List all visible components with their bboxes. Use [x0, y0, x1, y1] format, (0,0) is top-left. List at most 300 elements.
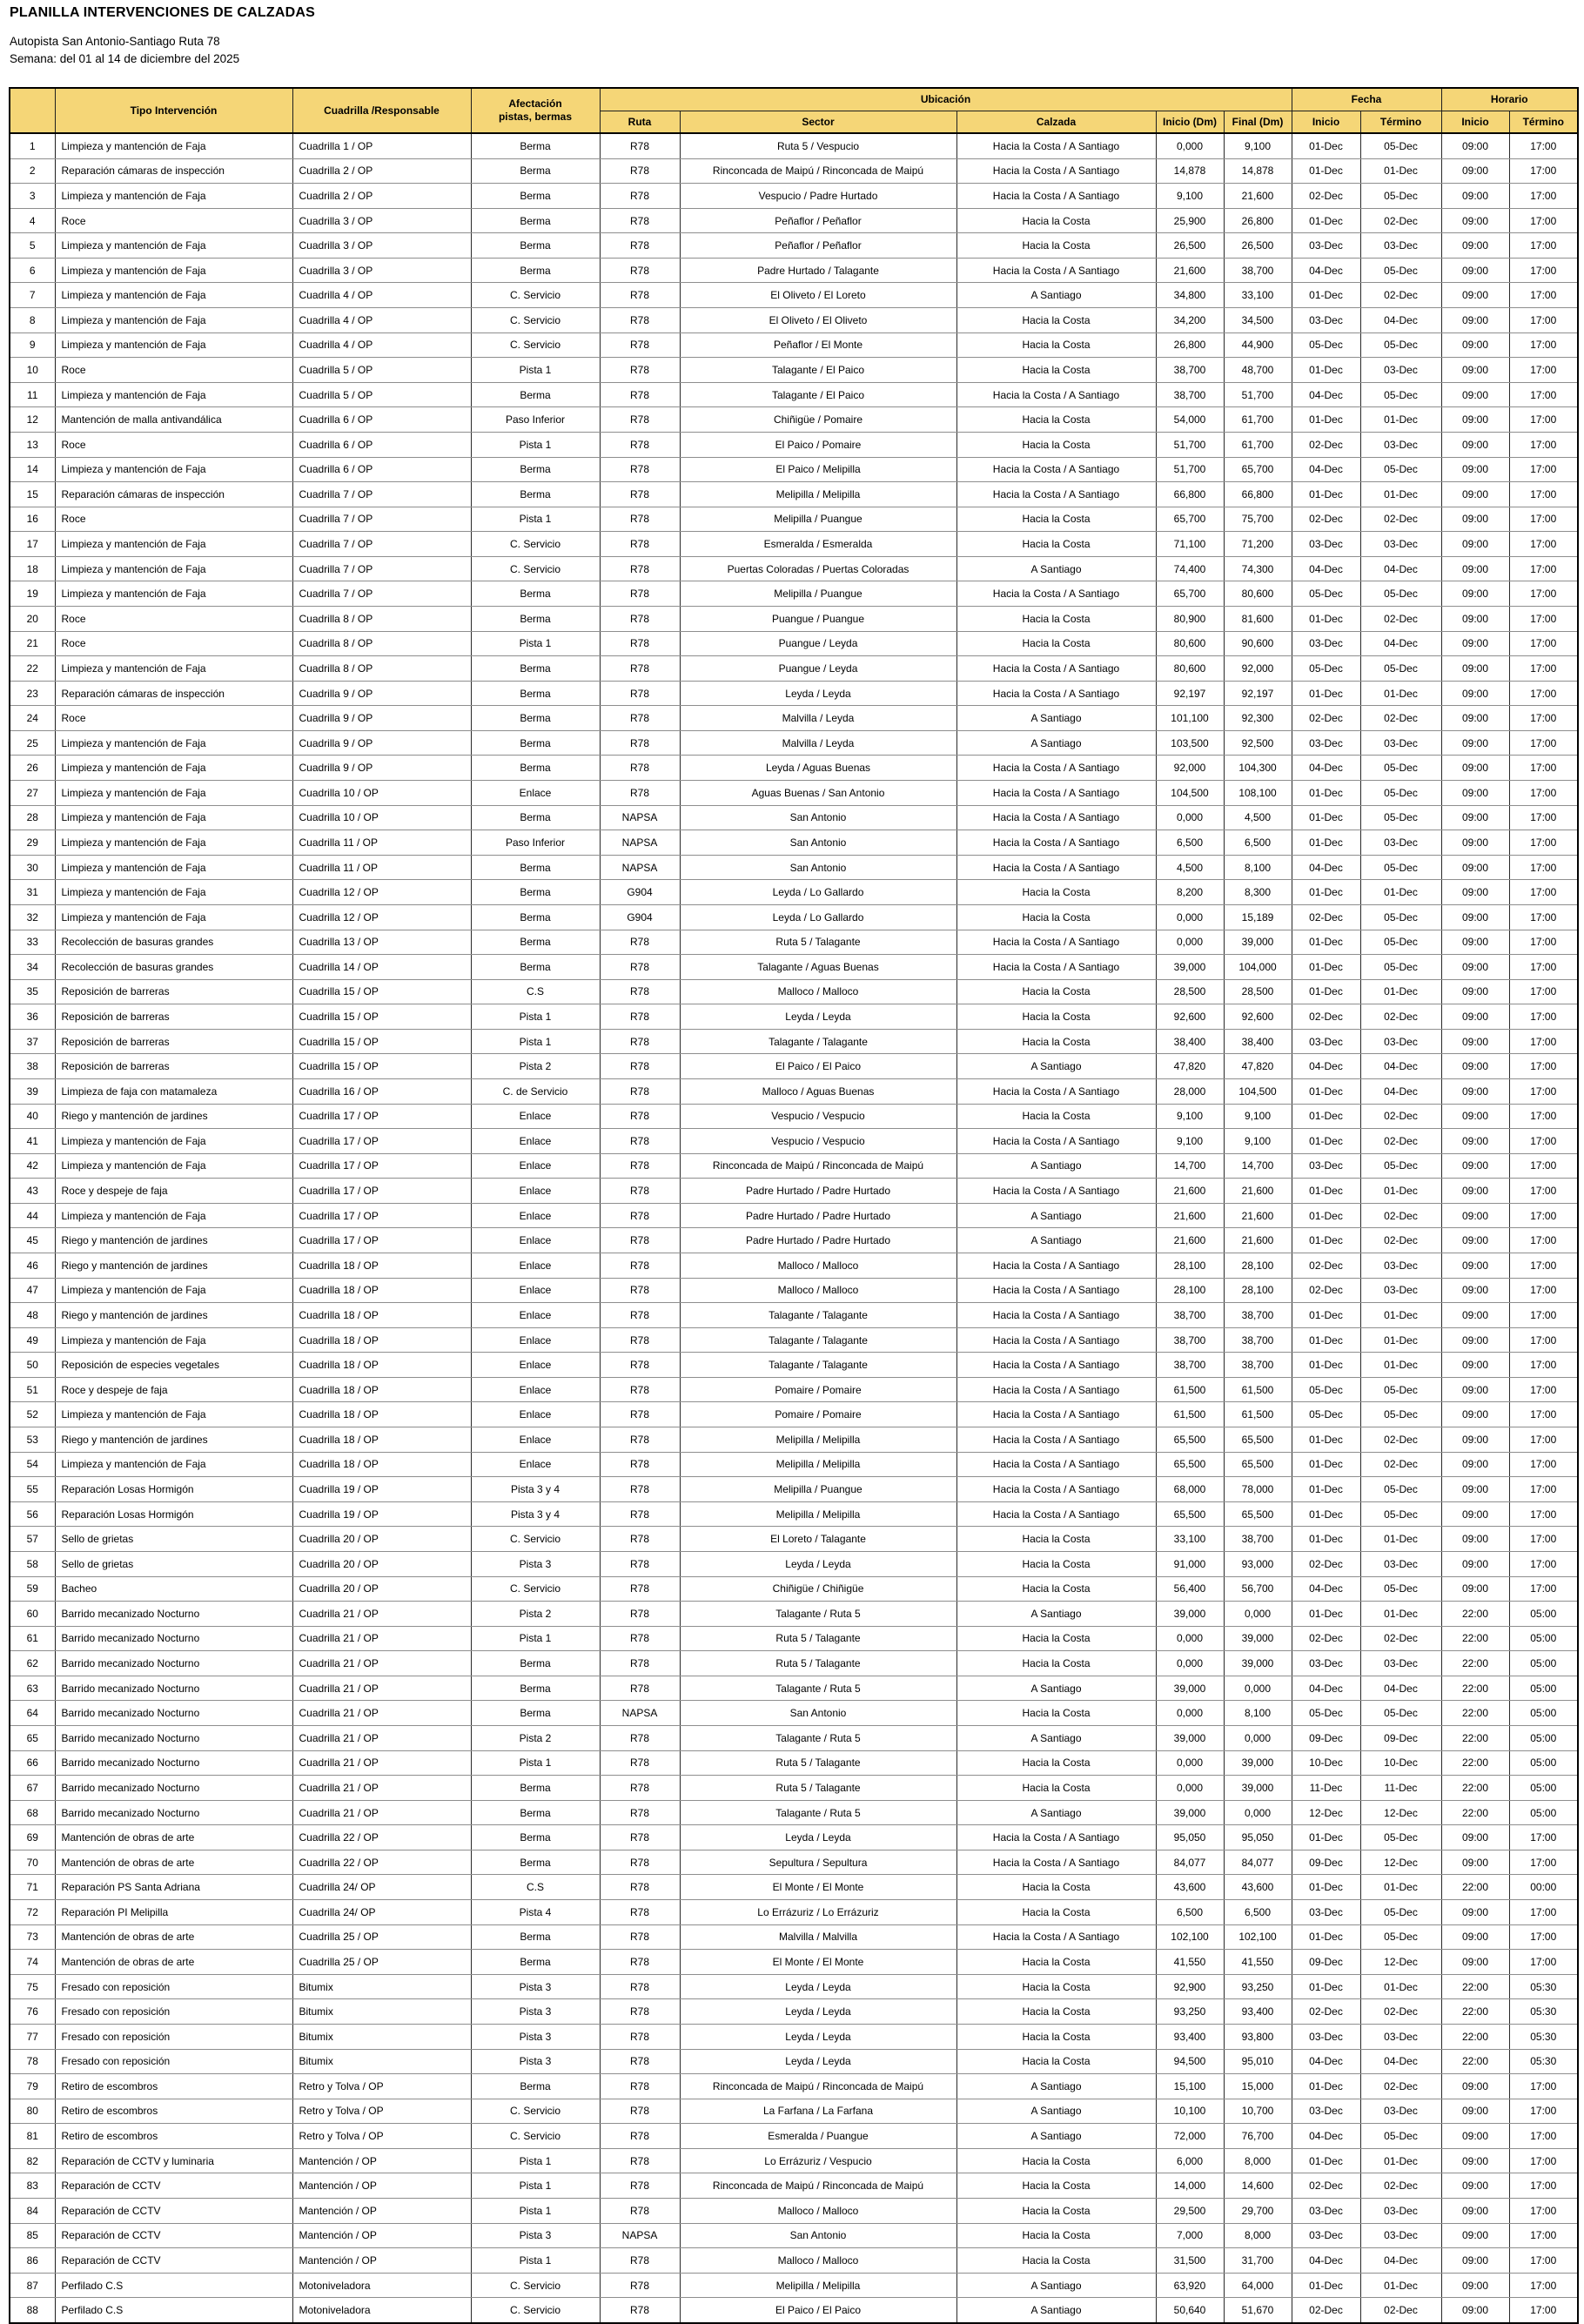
afectacion: Pista 3 y 4 [471, 1477, 600, 1502]
sector: Puertas Coloradas / Puertas Coloradas [680, 556, 956, 581]
afectacion: Enlace [471, 1203, 600, 1228]
calzada: Hacia la Costa [956, 358, 1156, 383]
fecha-inicio: 05-Dec [1292, 332, 1360, 358]
fecha-inicio: 01-Dec [1292, 1875, 1360, 1900]
row-number: 14 [10, 457, 55, 482]
ruta: R78 [600, 1029, 680, 1054]
sector: Vespucio / Vespucio [680, 1129, 956, 1154]
sector: Puangue / Leyda [680, 631, 956, 656]
afectacion: Pista 2 [471, 1726, 600, 1751]
ruta: R78 [600, 133, 680, 158]
cuadrilla-responsable: Cuadrilla 7 / OP [292, 581, 471, 607]
fecha-inicio: 01-Dec [1292, 805, 1360, 830]
cuadrilla-responsable: Cuadrilla 21 / OP [292, 1800, 471, 1825]
fecha-inicio: 04-Dec [1292, 756, 1360, 781]
sector: Talagante / Ruta 5 [680, 1800, 956, 1825]
sector: Peñaflor / Peñaflor [680, 233, 956, 259]
header-group-horario: Horario [1441, 88, 1578, 111]
table-row [10, 706, 1578, 731]
inicio-dm: 93,400 [1156, 2024, 1224, 2049]
ruta: R78 [600, 1602, 680, 1627]
horario-inicio: 09:00 [1441, 1527, 1509, 1552]
table-row [10, 1054, 1578, 1079]
calzada: A Santiago [956, 1726, 1156, 1751]
fecha-termino: 03-Dec [1360, 1029, 1441, 1054]
horario-inicio: 09:00 [1441, 1327, 1509, 1353]
sector: Leyda / Leyda [680, 1999, 956, 2025]
tipo-intervencion: Limpieza y mantención de Faja [55, 1129, 292, 1154]
ruta: R78 [600, 2173, 680, 2199]
fecha-termino: 05-Dec [1360, 904, 1441, 930]
tipo-intervencion: Reparación de CCTV [55, 2223, 292, 2248]
sector: Leyda / Leyda [680, 2049, 956, 2074]
final-dm: 47,820 [1224, 1054, 1292, 1079]
afectacion: C. Servicio [471, 556, 600, 581]
inicio-dm: 95,050 [1156, 1825, 1224, 1850]
horario-termino: 17:00 [1509, 1402, 1578, 1427]
inicio-dm: 0,000 [1156, 930, 1224, 955]
table-row [10, 2173, 1578, 2199]
horario-termino: 05:00 [1509, 1776, 1578, 1801]
horario-termino: 17:00 [1509, 781, 1578, 806]
tipo-intervencion: Barrido mecanizado Nocturno [55, 1800, 292, 1825]
table-row [10, 631, 1578, 656]
afectacion: Pista 1 [471, 1750, 600, 1776]
cuadrilla-responsable: Cuadrilla 7 / OP [292, 532, 471, 557]
calzada: Hacia la Costa / A Santiago [956, 1353, 1156, 1378]
table-row [10, 1875, 1578, 1900]
afectacion: Berma [471, 756, 600, 781]
cuadrilla-responsable: Retro y Tolva / OP [292, 2124, 471, 2149]
table-row [10, 2248, 1578, 2274]
horario-termino: 17:00 [1509, 830, 1578, 856]
table-row [10, 1924, 1578, 1950]
afectacion: Enlace [471, 1228, 600, 1253]
afectacion: Enlace [471, 1353, 600, 1378]
table-row [10, 1651, 1578, 1676]
afectacion: Pista 3 [471, 2049, 600, 2074]
cuadrilla-responsable: Cuadrilla 18 / OP [292, 1377, 471, 1402]
row-number: 30 [10, 855, 55, 880]
tipo-intervencion: Roce [55, 706, 292, 731]
fecha-termino: 01-Dec [1360, 681, 1441, 706]
cuadrilla-responsable: Cuadrilla 13 / OP [292, 930, 471, 955]
header-afectacion [471, 88, 600, 133]
header-inicio-dm: Inicio (Dm) [1156, 111, 1224, 133]
calzada: A Santiago [956, 283, 1156, 308]
cuadrilla-responsable: Cuadrilla 1 / OP [292, 133, 471, 158]
final-dm: 14,878 [1224, 158, 1292, 184]
table-row [10, 2148, 1578, 2173]
tipo-intervencion: Roce y despeje de faja [55, 1377, 292, 1402]
row-number: 33 [10, 930, 55, 955]
calzada: A Santiago [956, 1676, 1156, 1701]
table-row [10, 1477, 1578, 1502]
calzada: Hacia la Costa / A Santiago [956, 1377, 1156, 1402]
cuadrilla-responsable: Cuadrilla 21 / OP [292, 1676, 471, 1701]
horario-termino: 17:00 [1509, 1228, 1578, 1253]
row-number: 43 [10, 1179, 55, 1204]
afectacion: Berma [471, 208, 600, 233]
afectacion: C. Servicio [471, 332, 600, 358]
inicio-dm: 72,000 [1156, 2124, 1224, 2149]
ruta: R78 [600, 1303, 680, 1328]
fecha-inicio: 01-Dec [1292, 208, 1360, 233]
table-row [10, 1327, 1578, 1353]
sector: Melipilla / Puangue [680, 1477, 956, 1502]
inicio-dm: 92,000 [1156, 756, 1224, 781]
sector: Leyda / Leyda [680, 681, 956, 706]
afectacion: Berma [471, 457, 600, 482]
sector: Malloco / Malloco [680, 2198, 956, 2223]
ruta: R78 [600, 1452, 680, 1477]
inicio-dm: 34,800 [1156, 283, 1224, 308]
inicio-dm: 51,700 [1156, 457, 1224, 482]
horario-termino: 17:00 [1509, 730, 1578, 756]
horario-inicio: 09:00 [1441, 532, 1509, 557]
afectacion: Berma [471, 233, 600, 259]
inicio-dm: 92,900 [1156, 1974, 1224, 1999]
tipo-intervencion: Limpieza y mantención de Faja [55, 904, 292, 930]
cuadrilla-responsable: Cuadrilla 8 / OP [292, 631, 471, 656]
horario-termino: 17:00 [1509, 581, 1578, 607]
ruta: R78 [600, 2099, 680, 2124]
cuadrilla-responsable: Mantención / OP [292, 2173, 471, 2199]
horario-termino: 00:00 [1509, 1875, 1578, 1900]
calzada: Hacia la Costa [956, 904, 1156, 930]
final-dm: 76,700 [1224, 2124, 1292, 2149]
afectacion: Berma [471, 2074, 600, 2099]
row-number: 52 [10, 1402, 55, 1427]
ruta: R78 [600, 756, 680, 781]
row-number: 86 [10, 2248, 55, 2274]
table-row [10, 1004, 1578, 1030]
horario-inicio: 09:00 [1441, 1054, 1509, 1079]
inicio-dm: 39,000 [1156, 1602, 1224, 1627]
afectacion: Enlace [471, 1327, 600, 1353]
row-number: 9 [10, 332, 55, 358]
final-dm: 39,000 [1224, 1626, 1292, 1651]
sector: Rinconcada de Maipú / Rinconcada de Maipú [680, 1153, 956, 1179]
tipo-intervencion: Retiro de escombros [55, 2074, 292, 2099]
fecha-inicio: 09-Dec [1292, 1850, 1360, 1875]
sector: Leyda / Aguas Buenas [680, 756, 956, 781]
calzada: Hacia la Costa [956, 507, 1156, 532]
horario-inicio: 09:00 [1441, 2173, 1509, 2199]
cuadrilla-responsable: Cuadrilla 9 / OP [292, 756, 471, 781]
afectacion: Pista 3 [471, 2223, 600, 2248]
table-row [10, 1626, 1578, 1651]
cuadrilla-responsable: Cuadrilla 20 / OP [292, 1527, 471, 1552]
calzada: Hacia la Costa / A Santiago [956, 1179, 1156, 1204]
row-number: 54 [10, 1452, 55, 1477]
fecha-inicio: 01-Dec [1292, 1104, 1360, 1129]
fecha-termino: 04-Dec [1360, 631, 1441, 656]
row-number: 37 [10, 1029, 55, 1054]
row-number: 44 [10, 1203, 55, 1228]
tipo-intervencion: Barrido mecanizado Nocturno [55, 1651, 292, 1676]
fecha-inicio: 01-Dec [1292, 1924, 1360, 1950]
fecha-inicio: 02-Dec [1292, 904, 1360, 930]
afectacion: Pista 1 [471, 1626, 600, 1651]
fecha-termino: 05-Dec [1360, 457, 1441, 482]
fecha-termino: 05-Dec [1360, 930, 1441, 955]
horario-inicio: 09:00 [1441, 730, 1509, 756]
cuadrilla-responsable: Cuadrilla 15 / OP [292, 1054, 471, 1079]
calzada: A Santiago [956, 730, 1156, 756]
header-afectacion-line2: pistas, bermas [498, 111, 573, 123]
tipo-intervencion: Barrido mecanizado Nocturno [55, 1626, 292, 1651]
ruta: R78 [600, 2024, 680, 2049]
calzada: Hacia la Costa / A Santiago [956, 457, 1156, 482]
inicio-dm: 6,500 [1156, 830, 1224, 856]
calzada: Hacia la Costa [956, 1974, 1156, 1999]
cuadrilla-responsable: Cuadrilla 24/ OP [292, 1875, 471, 1900]
fecha-termino: 04-Dec [1360, 1078, 1441, 1104]
ruta: R78 [600, 1228, 680, 1253]
horario-inicio: 09:00 [1441, 1501, 1509, 1527]
row-number: 62 [10, 1651, 55, 1676]
fecha-inicio: 04-Dec [1292, 457, 1360, 482]
table-row [10, 556, 1578, 581]
fecha-inicio: 02-Dec [1292, 1004, 1360, 1030]
row-number: 84 [10, 2198, 55, 2223]
cuadrilla-responsable: Cuadrilla 4 / OP [292, 283, 471, 308]
fecha-termino: 05-Dec [1360, 805, 1441, 830]
tipo-intervencion: Limpieza y mantención de Faja [55, 184, 292, 209]
fecha-termino: 03-Dec [1360, 2223, 1441, 2248]
cuadrilla-responsable: Retro y Tolva / OP [292, 2074, 471, 2099]
row-number: 79 [10, 2074, 55, 2099]
fecha-inicio: 01-Dec [1292, 1427, 1360, 1453]
fecha-inicio: 01-Dec [1292, 930, 1360, 955]
fecha-inicio: 01-Dec [1292, 1203, 1360, 1228]
fecha-termino: 05-Dec [1360, 1900, 1441, 1925]
fecha-termino: 01-Dec [1360, 1527, 1441, 1552]
horario-inicio: 09:00 [1441, 656, 1509, 682]
tipo-intervencion: Roce [55, 208, 292, 233]
ruta: R78 [600, 2049, 680, 2074]
fecha-termino: 02-Dec [1360, 1427, 1441, 1453]
fecha-termino: 03-Dec [1360, 432, 1441, 457]
sector: Malloco / Malloco [680, 1278, 956, 1303]
calzada: Hacia la Costa [956, 1651, 1156, 1676]
fecha-termino: 05-Dec [1360, 1501, 1441, 1527]
inicio-dm: 9,100 [1156, 184, 1224, 209]
ruta: R78 [600, 606, 680, 631]
afectacion: Pista 1 [471, 1004, 600, 1030]
row-number: 45 [10, 1228, 55, 1253]
cuadrilla-responsable: Cuadrilla 22 / OP [292, 1850, 471, 1875]
final-dm: 56,700 [1224, 1576, 1292, 1602]
fecha-termino: 12-Dec [1360, 1950, 1441, 1975]
cuadrilla-responsable: Cuadrilla 16 / OP [292, 1078, 471, 1104]
ruta: R78 [600, 581, 680, 607]
header-calzada: Calzada [956, 111, 1156, 133]
inicio-dm: 65,700 [1156, 507, 1224, 532]
table-row [10, 756, 1578, 781]
fecha-inicio: 04-Dec [1292, 258, 1360, 283]
ruta: R78 [600, 1726, 680, 1751]
cuadrilla-responsable: Cuadrilla 7 / OP [292, 507, 471, 532]
horario-termino: 17:00 [1509, 606, 1578, 631]
tipo-intervencion: Riego y mantención de jardines [55, 1104, 292, 1129]
row-number: 4 [10, 208, 55, 233]
horario-inicio: 09:00 [1441, 1129, 1509, 1154]
calzada: Hacia la Costa / A Santiago [956, 1278, 1156, 1303]
final-dm: 75,700 [1224, 507, 1292, 532]
row-number: 74 [10, 1950, 55, 1975]
tipo-intervencion: Limpieza y mantención de Faja [55, 133, 292, 158]
sector: Leyda / Leyda [680, 1825, 956, 1850]
sector: Talagante / Talagante [680, 1303, 956, 1328]
cuadrilla-responsable: Cuadrilla 3 / OP [292, 208, 471, 233]
table-row [10, 2298, 1578, 2323]
final-dm: 8,300 [1224, 880, 1292, 905]
inicio-dm: 80,900 [1156, 606, 1224, 631]
cuadrilla-responsable: Cuadrilla 12 / OP [292, 880, 471, 905]
inicio-dm: 28,500 [1156, 979, 1224, 1004]
sector: Lo Errázuriz / Lo Errázuriz [680, 1900, 956, 1925]
cuadrilla-responsable: Cuadrilla 18 / OP [292, 1303, 471, 1328]
afectacion: Pista 2 [471, 1602, 600, 1627]
sector: Leyda / Leyda [680, 1551, 956, 1576]
horario-termino: 05:00 [1509, 1800, 1578, 1825]
inicio-dm: 21,600 [1156, 1228, 1224, 1253]
calzada: Hacia la Costa / A Santiago [956, 1501, 1156, 1527]
final-dm: 90,600 [1224, 631, 1292, 656]
fecha-termino: 10-Dec [1360, 1750, 1441, 1776]
horario-inicio: 22:00 [1441, 1999, 1509, 2025]
horario-inicio: 09:00 [1441, 556, 1509, 581]
fecha-inicio: 01-Dec [1292, 1452, 1360, 1477]
fecha-inicio: 02-Dec [1292, 184, 1360, 209]
horario-termino: 17:00 [1509, 358, 1578, 383]
row-number: 8 [10, 308, 55, 333]
sector: San Antonio [680, 805, 956, 830]
final-dm: 21,600 [1224, 1203, 1292, 1228]
ruta: R78 [600, 1078, 680, 1104]
fecha-termino: 05-Dec [1360, 1576, 1441, 1602]
horario-inicio: 09:00 [1441, 184, 1509, 209]
tipo-intervencion: Limpieza y mantención de Faja [55, 332, 292, 358]
final-dm: 104,300 [1224, 756, 1292, 781]
fecha-inicio: 04-Dec [1292, 2124, 1360, 2149]
row-number: 41 [10, 1129, 55, 1154]
afectacion: Enlace [471, 1303, 600, 1328]
horario-termino: 17:00 [1509, 1825, 1578, 1850]
row-number: 5 [10, 233, 55, 259]
fecha-termino: 02-Dec [1360, 706, 1441, 731]
fecha-inicio: 02-Dec [1292, 432, 1360, 457]
fecha-termino: 05-Dec [1360, 332, 1441, 358]
final-dm: 65,700 [1224, 457, 1292, 482]
row-number: 29 [10, 830, 55, 856]
inicio-dm: 103,500 [1156, 730, 1224, 756]
calzada: Hacia la Costa / A Santiago [956, 158, 1156, 184]
header-final-dm: Final (Dm) [1224, 111, 1292, 133]
table-row [10, 283, 1578, 308]
sector: Talagante / Ruta 5 [680, 1726, 956, 1751]
inicio-dm: 104,500 [1156, 781, 1224, 806]
row-number: 69 [10, 1825, 55, 1850]
horario-inicio: 22:00 [1441, 1800, 1509, 1825]
row-number: 80 [10, 2099, 55, 2124]
ruta: R78 [600, 2148, 680, 2173]
afectacion: Pista 1 [471, 2198, 600, 2223]
afectacion: Pista 1 [471, 631, 600, 656]
horario-inicio: 09:00 [1441, 955, 1509, 980]
cuadrilla-responsable: Cuadrilla 8 / OP [292, 606, 471, 631]
afectacion: Berma [471, 158, 600, 184]
table-row [10, 1701, 1578, 1726]
final-dm: 28,500 [1224, 979, 1292, 1004]
table-row [10, 184, 1578, 209]
fecha-termino: 02-Dec [1360, 606, 1441, 631]
cuadrilla-responsable: Cuadrilla 3 / OP [292, 233, 471, 259]
fecha-termino: 03-Dec [1360, 730, 1441, 756]
afectacion: Enlace [471, 1104, 600, 1129]
cuadrilla-responsable: Cuadrilla 8 / OP [292, 656, 471, 682]
fecha-termino: 01-Dec [1360, 880, 1441, 905]
row-number: 48 [10, 1303, 55, 1328]
row-number: 87 [10, 2273, 55, 2298]
afectacion: Enlace [471, 1377, 600, 1402]
ruta: NAPSA [600, 2223, 680, 2248]
header-fecha-inicio: Inicio [1292, 111, 1360, 133]
afectacion: Paso Inferior [471, 407, 600, 433]
sector: El Monte / El Monte [680, 1875, 956, 1900]
fecha-inicio: 02-Dec [1292, 1278, 1360, 1303]
horario-inicio: 22:00 [1441, 2049, 1509, 2074]
tipo-intervencion: Limpieza y mantención de Faja [55, 756, 292, 781]
ruta: NAPSA [600, 805, 680, 830]
tipo-intervencion: Reparación PI Melipilla [55, 1900, 292, 1925]
horario-inicio: 09:00 [1441, 308, 1509, 333]
fecha-inicio: 02-Dec [1292, 1999, 1360, 2025]
horario-inicio: 09:00 [1441, 1004, 1509, 1030]
horario-termino: 17:00 [1509, 133, 1578, 158]
calzada: A Santiago [956, 556, 1156, 581]
final-dm: 21,600 [1224, 1228, 1292, 1253]
sector: Melipilla / Melipilla [680, 1452, 956, 1477]
tipo-intervencion: Fresado con reposición [55, 2024, 292, 2049]
cuadrilla-responsable: Cuadrilla 21 / OP [292, 1726, 471, 1751]
ruta: R78 [600, 1924, 680, 1950]
ruta: R78 [600, 1900, 680, 1925]
inicio-dm: 66,800 [1156, 482, 1224, 507]
horario-termino: 17:00 [1509, 258, 1578, 283]
inicio-dm: 21,600 [1156, 258, 1224, 283]
fecha-termino: 04-Dec [1360, 2248, 1441, 2274]
horario-termino: 17:00 [1509, 681, 1578, 706]
row-number: 73 [10, 1924, 55, 1950]
fecha-inicio: 03-Dec [1292, 2198, 1360, 2223]
final-dm: 43,600 [1224, 1875, 1292, 1900]
row-number: 56 [10, 1501, 55, 1527]
afectacion: Enlace [471, 1278, 600, 1303]
calzada: Hacia la Costa [956, 1875, 1156, 1900]
row-number: 27 [10, 781, 55, 806]
planilla-table [9, 87, 1579, 2324]
final-dm: 104,000 [1224, 955, 1292, 980]
ruta: R78 [600, 2074, 680, 2099]
table-row [10, 1427, 1578, 1453]
fecha-inicio: 01-Dec [1292, 1303, 1360, 1328]
fecha-inicio: 05-Dec [1292, 656, 1360, 682]
fecha-inicio: 11-Dec [1292, 1776, 1360, 1801]
horario-inicio: 09:00 [1441, 930, 1509, 955]
